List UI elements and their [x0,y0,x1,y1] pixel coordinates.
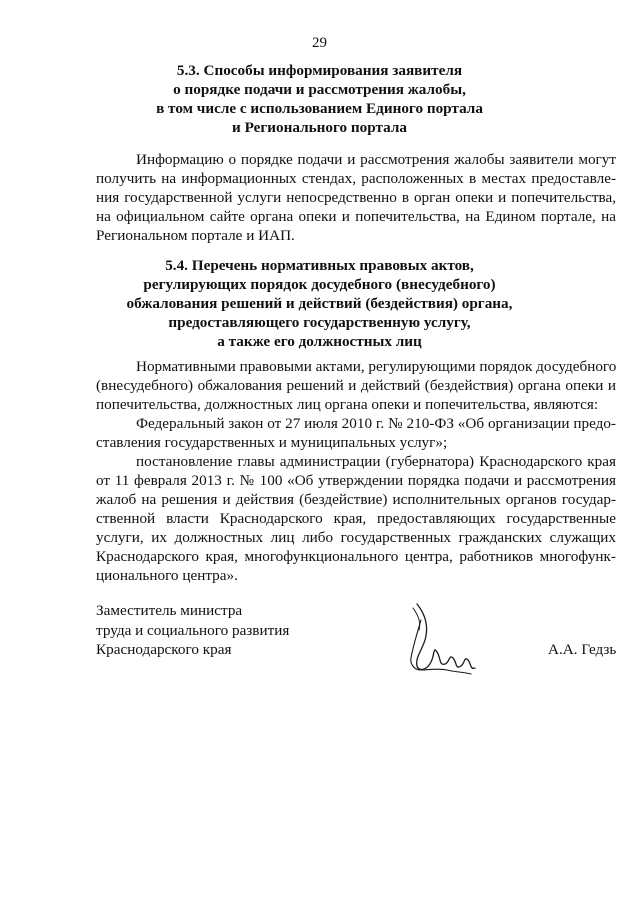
body-line: ния государственной услуги непосредственно в орган опеки и попечительства, [96,189,616,206]
body-line: ставления государственных и муниципальных услуг»; [96,434,448,451]
body-line: Краснодарского края, многофункционального центра, работников многофунк- [96,548,616,565]
body-line: Региональном портале и ИАП. [96,227,295,244]
body-line: ционального центра». [96,567,238,584]
body-line: Нормативными правовыми актами, регулирующими порядок досудебного [136,358,617,375]
heading-line: а также его должностных лиц [217,333,422,350]
signatory-title-line: труда и социального развития [96,621,290,639]
heading-line: 5.3. Способы информирования заявителя [176,62,463,79]
body-line: Информацию о порядке подачи и рассмотрения жалобы заявители могут [136,151,616,168]
handwritten-signature [395,600,480,680]
section-5-3-body [96,150,616,245]
heading-line: обжалования решений и действий (бездействия) органа, [126,295,513,312]
heading-line: в том числе с использованием Единого портала [156,100,483,117]
heading-line: регулирующих порядок досудебного (внесудебного) [143,276,496,293]
heading-line: о порядке подачи и рассмотрения жалобы, [173,81,466,98]
page-number: 29 [312,35,327,51]
body-line: (внесудебного) обжалования решений и действий (бездействия) органа опеки и [96,377,616,394]
signatory-title-line: Заместитель министра [96,602,243,619]
body-line: попечительства, должностных лиц органа опеки и попечительства, являются: [96,396,599,413]
body-line: на официальном сайте органа опеки и попечительства, на Едином портале, на [96,208,616,225]
signatory-title-line: Краснодарского края [96,641,232,658]
heading-line: 5.4. Перечень нормативных правовых актов, [165,257,474,274]
body-line: Федеральный закон от 27 июля 2010 г. № 210-ФЗ «Об организации предо- [136,415,616,432]
body-line: постановление главы администрации (губернатора) Краснодарского края [136,453,616,470]
body-line: получить на информационных стендах, расположенных в местах предоставле- [96,170,616,187]
heading-line: и Регионального портала [232,119,407,136]
heading-line: предоставляющего государственную услугу, [168,314,471,331]
section-5-4-heading [60,256,579,351]
body-line: услуги, их должностных лиц либо государственных гражданских служащих [96,529,616,546]
signatory-title [96,601,289,660]
section-5-4-body [96,357,616,585]
body-line: ственной власти Краснодарского края, предоставляющих государственные [96,510,616,527]
body-line: от 11 февраля 2013 г. № 100 «Об утверждении порядка подачи и рассмотрения [96,472,616,489]
signatory-name: А.А. Гедзь [548,641,617,658]
body-line: жалоб на решения и действия (бездействие) исполнительных органов государ- [96,491,616,508]
section-5-3-heading [60,61,579,137]
